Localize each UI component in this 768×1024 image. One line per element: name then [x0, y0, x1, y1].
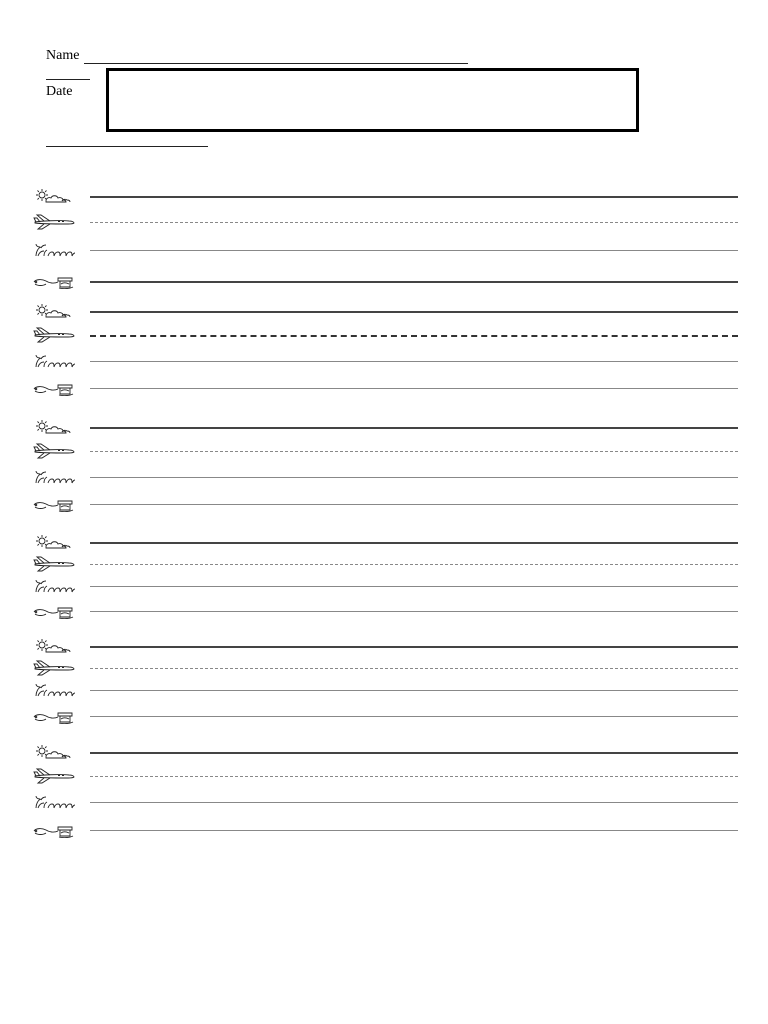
writing-line[interactable]	[90, 311, 738, 313]
sun-cloud-icon	[32, 419, 78, 435]
airplane-icon	[32, 443, 78, 459]
grass-icon	[32, 353, 78, 369]
writing-line[interactable]	[90, 335, 738, 337]
date-field[interactable]	[46, 146, 208, 147]
writing-line[interactable]	[90, 690, 738, 691]
sun-cloud-icon	[32, 638, 78, 654]
airplane-icon	[32, 556, 78, 572]
writing-line[interactable]	[90, 451, 738, 452]
sun-cloud-icon	[32, 534, 78, 550]
writing-row	[32, 327, 738, 343]
writing-row	[32, 443, 738, 459]
writing-line[interactable]	[90, 776, 738, 777]
writing-row	[32, 682, 738, 698]
writing-line[interactable]	[90, 222, 738, 223]
topic-box[interactable]	[106, 68, 639, 132]
writing-line[interactable]	[90, 716, 738, 717]
writing-line[interactable]	[90, 564, 738, 565]
airplane-icon	[32, 660, 78, 676]
sun-cloud-icon	[32, 744, 78, 760]
grass-icon	[32, 682, 78, 698]
writing-line[interactable]	[90, 802, 738, 803]
grass-icon	[32, 242, 78, 258]
writing-line[interactable]	[90, 196, 738, 198]
writing-row	[32, 469, 738, 485]
writing-row	[32, 768, 738, 784]
worm-icon	[32, 603, 78, 619]
writing-line[interactable]	[90, 646, 738, 648]
writing-row	[32, 242, 738, 258]
writing-line[interactable]	[90, 542, 738, 544]
date-label: Date	[46, 84, 73, 99]
writing-line[interactable]	[90, 611, 738, 612]
airplane-icon	[32, 327, 78, 343]
grass-icon	[32, 794, 78, 810]
worm-icon	[32, 708, 78, 724]
writing-line[interactable]	[90, 752, 738, 754]
writing-row	[32, 273, 738, 289]
writing-line[interactable]	[90, 504, 738, 505]
airplane-icon	[32, 768, 78, 784]
writing-line[interactable]	[90, 830, 738, 831]
grass-icon	[32, 469, 78, 485]
writing-row	[32, 638, 738, 654]
writing-row	[32, 578, 738, 594]
name-label: Name	[46, 48, 80, 63]
writing-row	[32, 556, 738, 572]
writing-row	[32, 380, 738, 396]
writing-row	[32, 496, 738, 512]
worm-icon	[32, 822, 78, 838]
writing-row	[32, 188, 738, 204]
writing-row	[32, 794, 738, 810]
writing-line[interactable]	[90, 586, 738, 587]
worm-icon	[32, 496, 78, 512]
airplane-icon	[32, 214, 78, 230]
writing-row	[32, 534, 738, 550]
writing-line[interactable]	[90, 281, 738, 283]
date-field-top[interactable]	[46, 79, 90, 80]
writing-line[interactable]	[90, 668, 738, 669]
writing-row	[32, 660, 738, 676]
worm-icon	[32, 273, 78, 289]
writing-line[interactable]	[90, 388, 738, 389]
writing-row	[32, 303, 738, 319]
sun-cloud-icon	[32, 188, 78, 204]
grass-icon	[32, 578, 78, 594]
writing-row	[32, 214, 738, 230]
writing-row	[32, 822, 738, 838]
writing-row	[32, 419, 738, 435]
writing-line[interactable]	[90, 427, 738, 429]
sun-cloud-icon	[32, 303, 78, 319]
name-field[interactable]	[84, 63, 468, 64]
writing-row	[32, 603, 738, 619]
worm-icon	[32, 380, 78, 396]
writing-row	[32, 744, 738, 760]
writing-line[interactable]	[90, 361, 738, 362]
writing-row	[32, 708, 738, 724]
writing-line[interactable]	[90, 477, 738, 478]
writing-row	[32, 353, 738, 369]
writing-line[interactable]	[90, 250, 738, 251]
